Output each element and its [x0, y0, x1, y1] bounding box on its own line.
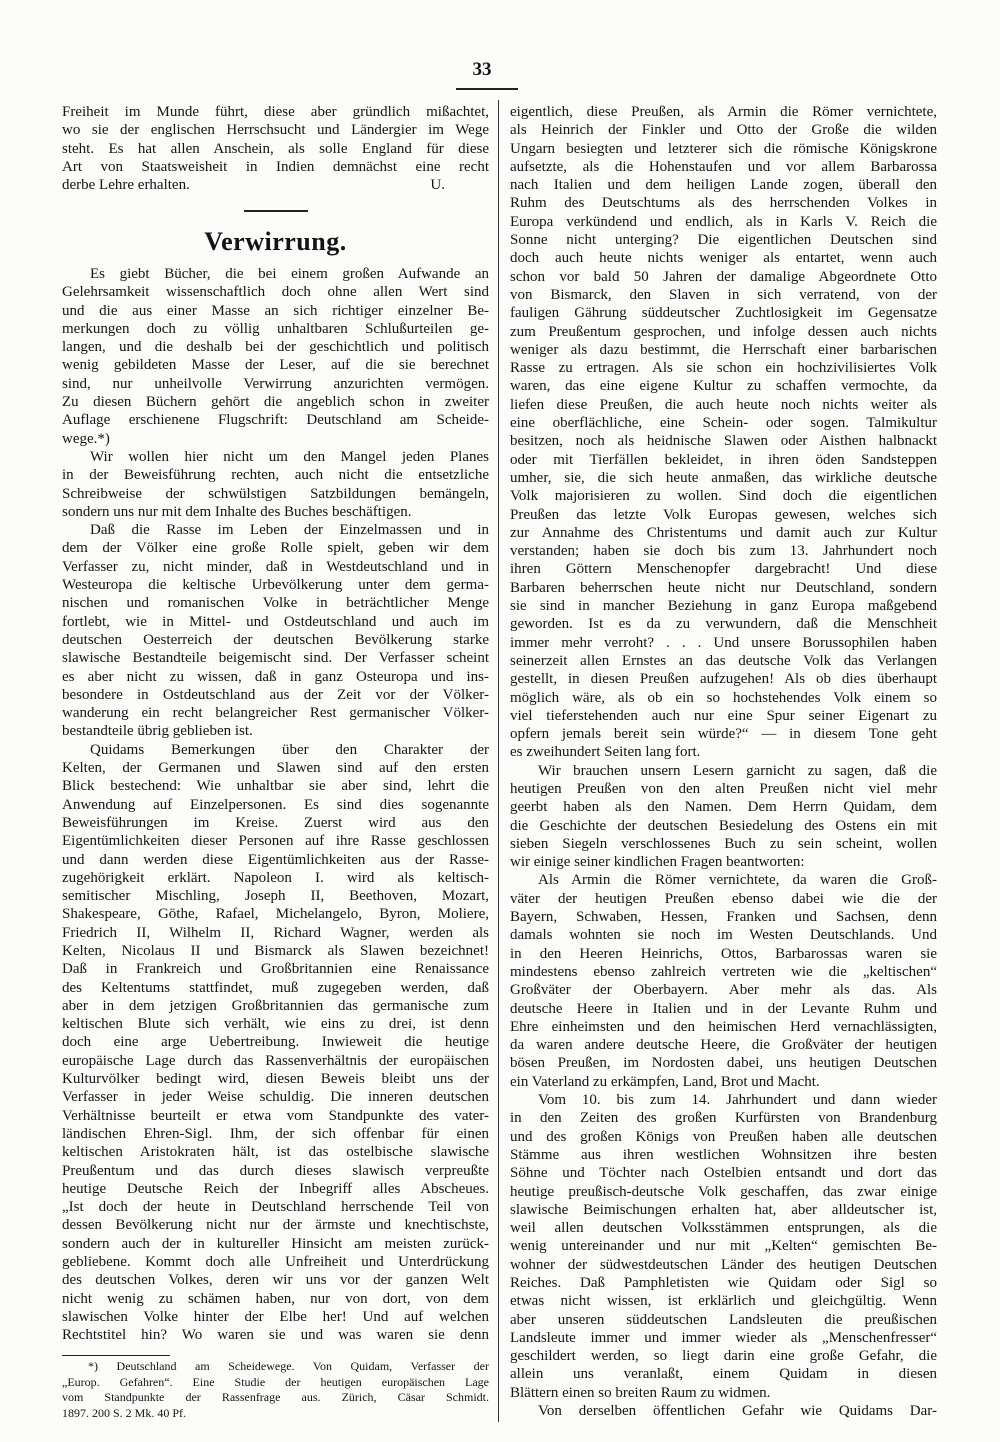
text-line: liefen diese Preußen, die auch heute noch nichts weiter als — [510, 396, 937, 413]
text-line: in der Beweisführung rechten, auch nicht die entsetzliche — [62, 467, 489, 484]
text-line: des deutschen Volkes, deren wir uns vor der ganzen Welt — [62, 1272, 489, 1289]
paragraph — [62, 265, 489, 448]
text-line: Rasse zu ertragen. Als sie schon ein hochzivilisiertes Volk — [510, 360, 937, 377]
text-line: und des großen Königs von Preußen haben alle deutschen — [510, 1128, 937, 1145]
text-line: Preußentum und das durch dieses slawisch verpreußte — [62, 1162, 489, 1179]
author-signature: U. — [430, 177, 445, 194]
text-line: Zu diesen Büchern gehört die angeblich schon in zweiter — [62, 394, 489, 411]
footnote-line: vom Standpunkte der Rassenfrage aus. Zürich, Cäsar Schmidt. — [62, 1390, 489, 1404]
text-line: schon vor bald 50 Jahren der damalige Abgeordnete Otto — [510, 268, 937, 285]
text-line: besondere in Ostdeutschland aus der Zeit vor der Völker- — [62, 686, 489, 703]
text-line: wanderung ein recht belangreicher Rest germanischer Völker- — [62, 705, 489, 722]
footnote-line: 1897. 200 S. 2 Mk. 40 Pf. — [62, 1405, 187, 1420]
text-line: Wir brauchen unsern Lesern garnicht zu sagen, daß die — [538, 762, 937, 779]
text-line: in den Heeren Heinrichs, Ottos, Barbarossas waren sie — [510, 945, 937, 962]
text-line: heutige Deutsche Reich der Inbegriff alles Abscheues. — [62, 1180, 489, 1197]
text-line: geschildert werden, so liegt darin eine große Gefahr, die — [510, 1348, 937, 1365]
text-line: Friedrich II, Wilhelm II, Richard Wagner, werden als — [62, 924, 489, 941]
text-line: Freiheit im Munde führt, diese aber gründlich mißachtet, — [62, 104, 489, 120]
paragraph — [510, 1091, 937, 1402]
text-line: ihren Göttern Menschenopfer dargebracht! Und diese — [510, 561, 937, 578]
text-line: zur Annahme des Christentums und damit auch zur Kultur — [510, 524, 937, 541]
text-line: geerbt haben als den Namen. Dem Herrn Quidam, dem — [510, 799, 937, 816]
text-line: und dann werden diese Eigentümlichkeiten aus der Rasse- — [62, 851, 489, 868]
text-line: keltischen Aristokraten hält, ist das ostelbische slawische — [62, 1144, 489, 1161]
text-line: nischen und romanischen Volke in beträchtlicher Menge — [62, 595, 489, 612]
text-line: immer mehr verroht? . . . Und unsere Borussophilen haben — [510, 634, 937, 651]
text-line: Preußen das letzte Volk Europas gewesen, welches sich — [510, 506, 937, 523]
text-line: es aber nicht zu wissen, daß in ganz Osteuropa und ins- — [62, 668, 489, 685]
text-line: Verfasser zu, nicht minder, daß in Westdeutschland und in — [62, 558, 489, 575]
footnote-line: *) Deutschland am Scheidewege. Von Quidam, Verfasser der — [88, 1359, 489, 1373]
text-line: Anwendung auf Einzelpersonen. Es sind dies sogenannte — [62, 796, 489, 813]
paragraph — [510, 762, 937, 872]
text-line: Volk majorisieren zu wollen. Sind doch die eigentlichen — [510, 488, 937, 505]
paragraph — [62, 521, 489, 741]
text-line: sie sind in mancher Beziehung in ganz Europa maßgebend — [510, 598, 937, 615]
text-line: damals wohnten sie noch im Westen Deutschlands. Und — [510, 927, 937, 944]
text-line: mindestens ebenso zahlreich vertreten wie die „keltischen“ — [510, 963, 937, 980]
column-divider — [498, 100, 499, 1422]
text-line: heutige preußisch-deutsche Volk geschaffen, das zwar einige — [510, 1183, 937, 1200]
paragraph — [510, 871, 937, 1091]
text-line: wege.*) — [62, 430, 110, 447]
article-separator-rule — [244, 210, 308, 212]
text-line: Europa verkündend und endlich, als in Karls V. Reich die — [510, 213, 937, 230]
text-line: Ehre einheimsten und den heimischen Herd vernachlässigten, — [510, 1018, 937, 1035]
paragraph — [62, 103, 489, 194]
text-line: Von derselben öffentlichen Gefahr wie Quidams Dar- — [538, 1403, 937, 1420]
text-line: Vom 10. bis zum 14. Jahrhundert und dann wieder — [538, 1092, 937, 1109]
text-line: ländischen Ehren-Sigl. Ihm, der sich offenbar für einen — [62, 1125, 489, 1142]
text-line: sondern auch der in kultureller Hinsicht am meisten zurück- — [62, 1235, 489, 1252]
article-body-right — [510, 103, 937, 1420]
text-line: viel tieferstehenden auch nur eine Spur seiner Eigenart zu — [510, 707, 937, 724]
text-line: Ungarn besiegten und letzterer sich die römische Königskrone — [510, 140, 937, 157]
text-line: gestellt, in diesen Preußen aufzugehen! Als ob dies überhaupt — [510, 671, 937, 688]
text-line: „Ist doch der heute in Deutschland herrschende Teil von — [62, 1199, 489, 1216]
text-line: Stämme aus ihren westlichen Wohnsitzen ihre besten — [510, 1146, 937, 1163]
text-line: in den Zeiten des großen Kurfürsten von Brandenburg — [510, 1110, 937, 1127]
text-line: Shakespeare, Göthe, Rafael, Michelangelo, Byron, Moliere, — [62, 906, 489, 923]
text-line: Art von Staatsweisheit in Indien demnächst eine recht — [62, 158, 489, 175]
text-line: Sonne nicht unterging? Die eigentlichen Deutschen sind — [510, 232, 937, 249]
text-line: eine oberflächliche, eine Schein- oder sogen. Talmikultur — [510, 415, 937, 432]
paragraph — [510, 1402, 937, 1420]
text-line: deutschen Oesterreich der deutschen Bevölkerung starke — [62, 631, 489, 648]
text-line: Wir wollen hier nicht um den Mangel jeden Planes — [90, 448, 489, 465]
footnote-paragraph — [62, 1359, 489, 1421]
text-line: steht. Es hat allen Anschein, als solle England für diese — [62, 140, 489, 157]
text-line: wo sie der englischen Herrschsucht und Ländergier im Wege — [62, 122, 489, 139]
text-line: seinerzeit allen Ernstes an das deutsche Volk das Verlangen — [510, 652, 937, 669]
text-line: wir einige seiner kindlichen Fragen beantworten: — [510, 854, 805, 871]
text-line: slawische Beimischungen erhalten hat, aber alldeutscher ist, — [510, 1201, 937, 1218]
previous-article-end — [62, 103, 489, 194]
text-line: Schreibweise der schwülstigen Satzbildungen bemängeln, — [62, 485, 489, 502]
text-line: besitzen, noch als heidnische Slawen oder Aisthen halbnackt — [510, 433, 937, 450]
text-line: aber in dem jetzigen Großbritannien das germanische zum — [62, 997, 489, 1014]
text-line: aufsetzte, als die Hohenstaufen und vor allem Barbarossa — [510, 158, 937, 175]
text-line: Quidams Bemerkungen über den Charakter der — [90, 741, 489, 758]
text-line: fauligen Gährung süddeutscher Zuchtlosigkeit im Gegensatze — [510, 305, 937, 322]
text-line: Verhältnisse beurteilt er etwa vom Standpunkte des vater- — [62, 1107, 489, 1124]
text-line: allein uns veranlaßt, einem Quidam in diesen — [510, 1366, 937, 1383]
text-line: möglich wäre, als ob ein so hochstehendes Volk einem so — [510, 689, 937, 706]
text-line: Es giebt Bücher, die bei einem großen Aufwande an — [90, 266, 489, 282]
text-line: verstanden; haben sie doch bis zum 13. Jahrhundert noch — [510, 543, 937, 560]
text-line: deutsche Heere in Italien und in der Levante Ruhm und — [510, 1000, 937, 1017]
text-line: Kelten, der Germanen und Slawen sind auf den ersten — [62, 760, 489, 777]
text-line: zugehörigkeit erklärt. Napoleon I. wird als keltisch- — [62, 869, 489, 886]
text-line: Eigentümlichkeiten dieser Personen auf ihre Rasse geschlossen — [62, 833, 489, 850]
text-line: sondern uns nur mit dem Inhalte des Buches beschäftigen. — [62, 503, 412, 520]
footnote — [62, 1359, 489, 1421]
text-line: merkungen doch zu völlig unhaltbaren Schlußurteilen ge- — [62, 320, 489, 337]
text-line: als Heinrich der Finkler und Otto der Große die wilden — [510, 122, 937, 139]
article-title: Verwirrung. — [204, 227, 347, 256]
text-line: es zweihundert Seiten lang fort. — [510, 744, 701, 761]
text-line: wenig untereinander und nur mit „Kelten“ gemischten Be- — [510, 1238, 937, 1255]
footnote-rule — [62, 1355, 170, 1356]
text-line: nach Italien und dem heiligen Lande zogen, überall den — [510, 177, 937, 194]
paragraph — [62, 448, 489, 521]
text-line: weil allen deutschen Volksstämmen entsprungen, als die — [510, 1220, 937, 1237]
text-line: dem der Völker eine große Rolle spielt, geben wir dem — [62, 540, 489, 557]
text-line: zum Preußentum gesprochen, und infolge dessen auch nichts — [510, 323, 937, 340]
text-line: nicht wenig zu schämen haben, nur von dort, von dem — [62, 1290, 489, 1307]
text-line: langen, und die deshalb bei der geschichtlich und politisch — [62, 339, 489, 356]
text-line: von Bismarck, den Slaven in sich verratend, von der — [510, 286, 937, 303]
text-line: slawischen Volke hinter der Elbe her! Und auf welchen — [62, 1308, 489, 1325]
text-line: geworden. Ist es da zu verwundern, daß die Menschheit — [510, 616, 937, 633]
text-line: eigentlich, diese Preußen, als Armin die Römer vernichtete, — [510, 104, 937, 120]
text-line: sieben Siegeln verschlossenes Buch zu sein scheint, wollen — [510, 835, 937, 852]
text-line: oder mit Tierfällen bekleidet, in ihren öden Sandsteppen — [510, 451, 937, 468]
text-line: Blättern einen so breiten Raum zu widmen. — [510, 1384, 771, 1401]
text-line: ein Vaterland zu erkämpfen, Land, Brot und Macht. — [510, 1073, 820, 1090]
text-line: umher, sie, die sich heute anmaßen, das wirkliche deutsche — [510, 469, 937, 486]
text-line: Blick bestechend: Wie unhaltbar sie aber sind, lehrt die — [62, 778, 489, 795]
text-line: doch auch heute nichts weniger als entartet, wenn auch — [510, 250, 937, 267]
text-line: Kulturvölker bedingt wird, diesen Beweis bleibt uns der — [62, 1071, 489, 1088]
page-number: 33 — [472, 59, 492, 80]
article-body-left — [62, 265, 489, 1345]
paragraph — [62, 741, 489, 1345]
text-line: heutigen Preußen von den alten Preußen nicht viel mehr — [510, 780, 937, 797]
text-line: bestandteile übrig geblieben ist. — [62, 723, 253, 740]
text-line: Ruhm des Deutschtums als des herrschenden Volkes in — [510, 195, 937, 212]
footnote-line: „Europ. Gefahren“. Eine Studie der heutigen europäischen Lage — [62, 1374, 489, 1389]
text-line: bösen Preußen, im Nordosten dabei, uns heutigen Deutschen — [510, 1055, 937, 1072]
page-number-rule — [456, 88, 518, 90]
text-line: wohner der südwestdeutschen Länder des heutigen Deutschen — [510, 1256, 937, 1273]
text-line: sind, nur unheilvolle Verwirrung anzurichten vermögen. — [62, 375, 489, 392]
text-line: wenig gebildeten Masse der Leser, auf die sie berechnet — [62, 357, 489, 374]
text-line: doch eine arge Uebertreibung. Inwieweit die heutige — [62, 1034, 489, 1051]
text-line: Daß in Frankreich und Großbritannien eine Renaissance — [62, 961, 489, 978]
text-line: aber unseren süddeutschen Landsleuten die preußischen — [510, 1311, 937, 1328]
text-line: slawische Bestandteile beigemischt sind. Der Verfasser scheint — [62, 650, 489, 667]
text-line: Auflage erschienene Flugschrift: Deutschland am Scheide- — [62, 412, 489, 429]
text-line: Rechtstitel hin? Wo waren sie und was waren sie denn — [62, 1327, 489, 1344]
text-line: die Geschichte der deutschen Besiedelung des Ostens ein mit — [510, 817, 937, 834]
text-line: waren, das eine eigene Kultur zu schaffen vermochte, da — [510, 378, 937, 395]
text-line: da waren andere deutsche Heere, die Großväter der heutigen — [510, 1037, 937, 1054]
text-line: etwas nicht wissen, ist erklärlich und gleichgültig. Wenn — [510, 1293, 937, 1310]
text-line: Reiches. Daß Pamphletisten wie Quidam oder Sigl so — [510, 1275, 937, 1291]
text-line: Daß die Rasse im Leben der Einzelmassen und in — [90, 522, 489, 539]
text-line: Gelehrsamkeit wissenschaftlich doch ohne allen Wert sind — [62, 284, 489, 301]
text-line: Landsleute immer und immer wieder als „Menschenfresser“ — [510, 1329, 937, 1346]
text-line: gebliebene. Kommt doch alle Unfreiheit und Unterdrückung — [62, 1254, 489, 1271]
text-line: semitischer Mischling, Joseph II, Beethoven, Mozart, — [62, 888, 489, 905]
text-line: Großväter der Oberbayern. Aber mehr als das. Als — [510, 982, 937, 999]
text-line: fortlebt, wie in Mittel- und Ostdeutschland und auch im — [62, 613, 489, 630]
text-line: Beweisführungen im Kreise. Zuerst wird aus den — [62, 814, 489, 831]
paragraph — [510, 103, 937, 762]
text-line: Als Armin die Römer vernichtete, da waren die Groß- — [538, 872, 937, 889]
text-line: Söhne und Töchter nach Ostelbien entsandt und dort das — [510, 1165, 937, 1182]
text-line: dessen Bevölkerung nicht nur der ärmste und knechtischste, — [62, 1217, 489, 1234]
text-line: und die aus einer Masse an sich richtiger einzelner Be- — [62, 302, 489, 319]
text-line: des Keltentums stattfindet, muß zugegeben werden, daß — [62, 979, 489, 996]
text-line: Kelten, Nicolaus II und Bismarck als Slawen bezeichnet! — [62, 942, 489, 959]
text-line: Barbaren beherrschen heute nicht nur Deutschland, sondern — [510, 579, 937, 596]
text-line: Westeuropa die keltische Urbevölkerung unter dem germa- — [62, 577, 489, 594]
text-line: europäische Lage durch das Rassenverhältnis der europäischen — [62, 1052, 489, 1069]
text-line: opfern jemals bereit sein würde?“ — in diesem Tone geht — [510, 726, 937, 743]
text-line: väter der heutigen Preußen ebenso dabei wie die der — [510, 890, 937, 907]
text-line: Verfasser in jeder Weise schuldig. Die inneren deutschen — [62, 1089, 489, 1106]
text-line: weniger als dazu bestimmt, die Herrschaft einer barbarischen — [510, 341, 937, 358]
text-line: derbe Lehre erhalten. — [62, 177, 190, 194]
text-line: Bayern, Schwaben, Hessen, Franken und Sachsen, denn — [510, 909, 937, 926]
text-line: keltischen Blute sich verhält, wie eins zu drei, ist denn — [62, 1016, 489, 1033]
